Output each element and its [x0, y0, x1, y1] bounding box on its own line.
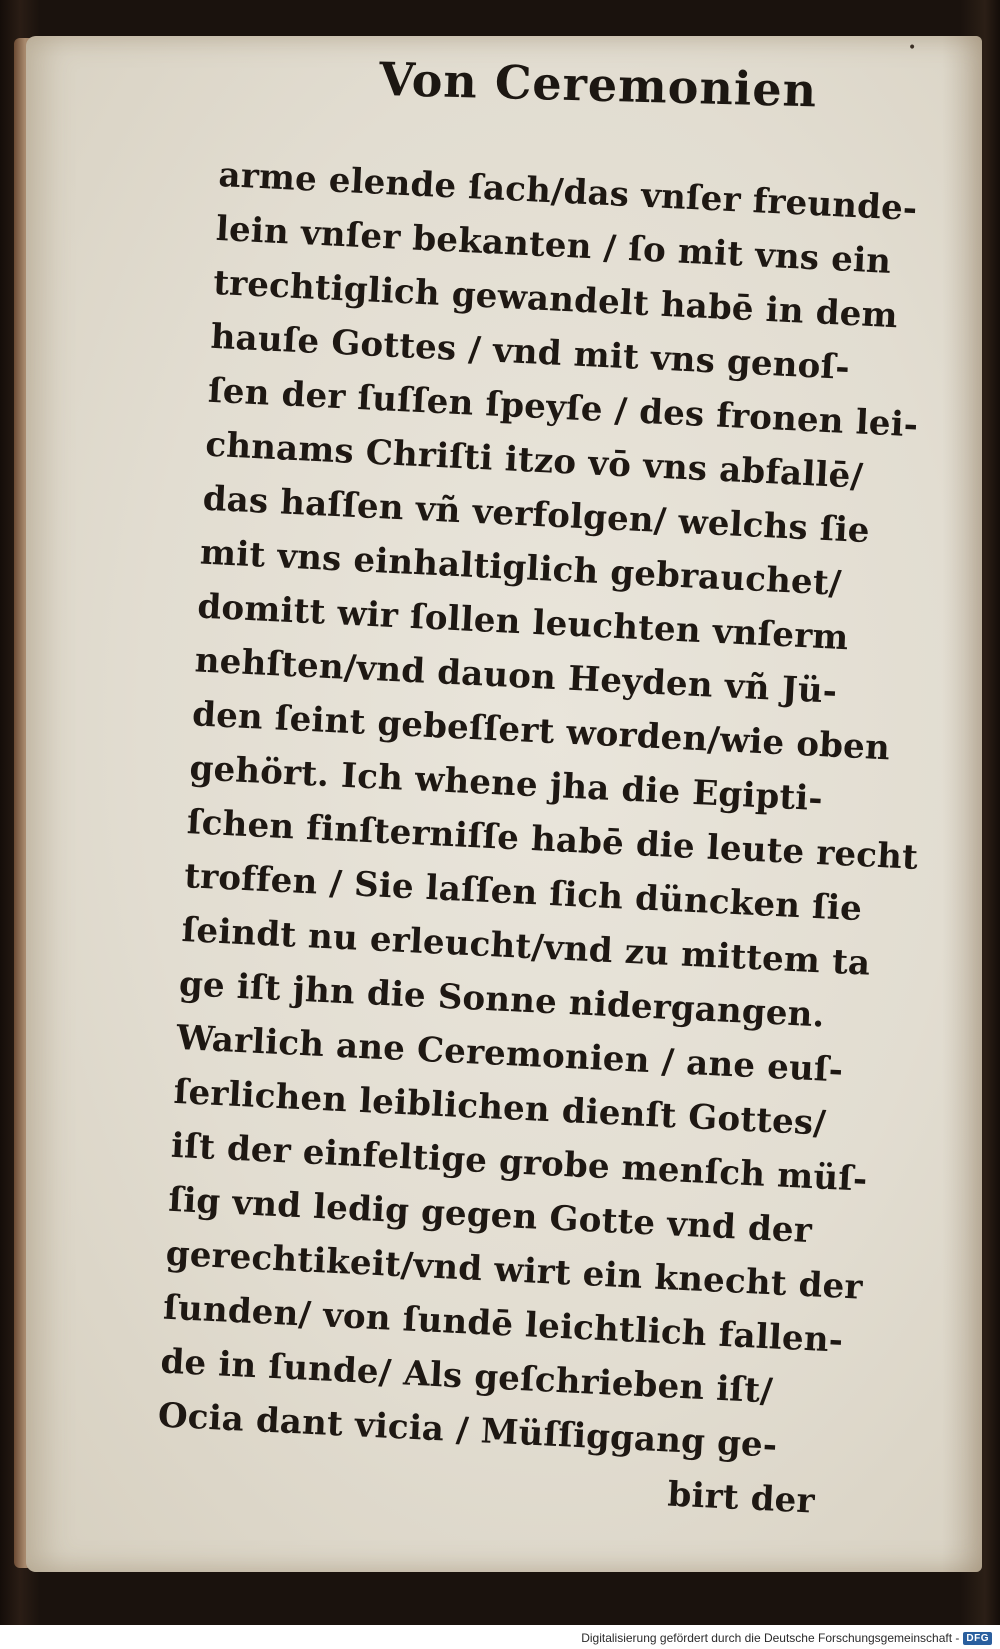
text-line: gehört. Ich whene jha die Egipti- — [188, 748, 824, 820]
text-line: ſchen finſterniſſe habē die leute recht — [186, 802, 919, 878]
text-line: gerechtikeit/vnd wirt ein knecht der — [164, 1233, 864, 1308]
text-line: hauſe Gottes / vnd mit vns genoſ- — [209, 316, 851, 388]
text-line: mit vns einhaltiglich gebrauchet/ — [199, 532, 843, 604]
text-line: ſeindt nu erleucht/vnd zu mittem ta — [180, 910, 872, 984]
text-line: domitt wir ſollen leuchten vnſerm — [196, 586, 850, 659]
text-line: Ocia dant vicia / Müſſiggang ge- — [157, 1395, 779, 1466]
running-head: Von Ceremonien — [378, 52, 818, 118]
catchword: birt der — [666, 1474, 816, 1522]
page-fold-shadow — [942, 36, 982, 1572]
text-line: Warlich ane Ceremonien / ane euſ- — [175, 1017, 845, 1091]
text-line: ſen der ſuſſen ſpeyſe / des fronen lei- — [207, 370, 920, 446]
text-line: de in ſunde/ Als geſchrieben iſt/ — [159, 1341, 774, 1412]
text-line: iſt der einfeltige grobe menſch müſ- — [170, 1125, 869, 1200]
text-line: nehſten/vnd dauon Heyden vñ Jü- — [193, 640, 839, 712]
text-line: trechtiglich gewandelt habē in dem — [212, 262, 899, 337]
text-line: ſerlichen leiblichen dienſt Gottes/ — [172, 1071, 827, 1144]
text-line: ſunden/ von ſundē leichtlich fallen- — [162, 1287, 845, 1361]
credit-text: Digitalisierung gefördert durch die Deutsche Forschungsgemeinschaft - — [581, 1631, 960, 1645]
text-line: troffen / Sie laſſen ſich düncken ſie — [183, 856, 863, 930]
funding-credit — [581, 1630, 992, 1646]
text-line: ſig vnd ledig gegen Gotte vnd der — [167, 1179, 813, 1252]
body-text — [154, 148, 920, 1530]
text-line: arme elende ſach/das vnſer freunde- — [217, 154, 919, 230]
dfg-logo-icon: DFG — [963, 1632, 992, 1645]
text-line: den ſeint gebeſſert worden/wie oben — [191, 694, 891, 769]
page-corner-mark: • — [908, 40, 917, 56]
text-line: das haſſen vñ verfolgen/ welchs ſie — [201, 478, 871, 552]
text-line: lein vnſer bekanten / ſo mit vns ein — [215, 208, 893, 282]
text-line: chnams Chriſti itzo vō vns abfallē/ — [204, 424, 865, 497]
text-line: ge iſt jhn die Sonne nidergangen. — [178, 964, 826, 1036]
